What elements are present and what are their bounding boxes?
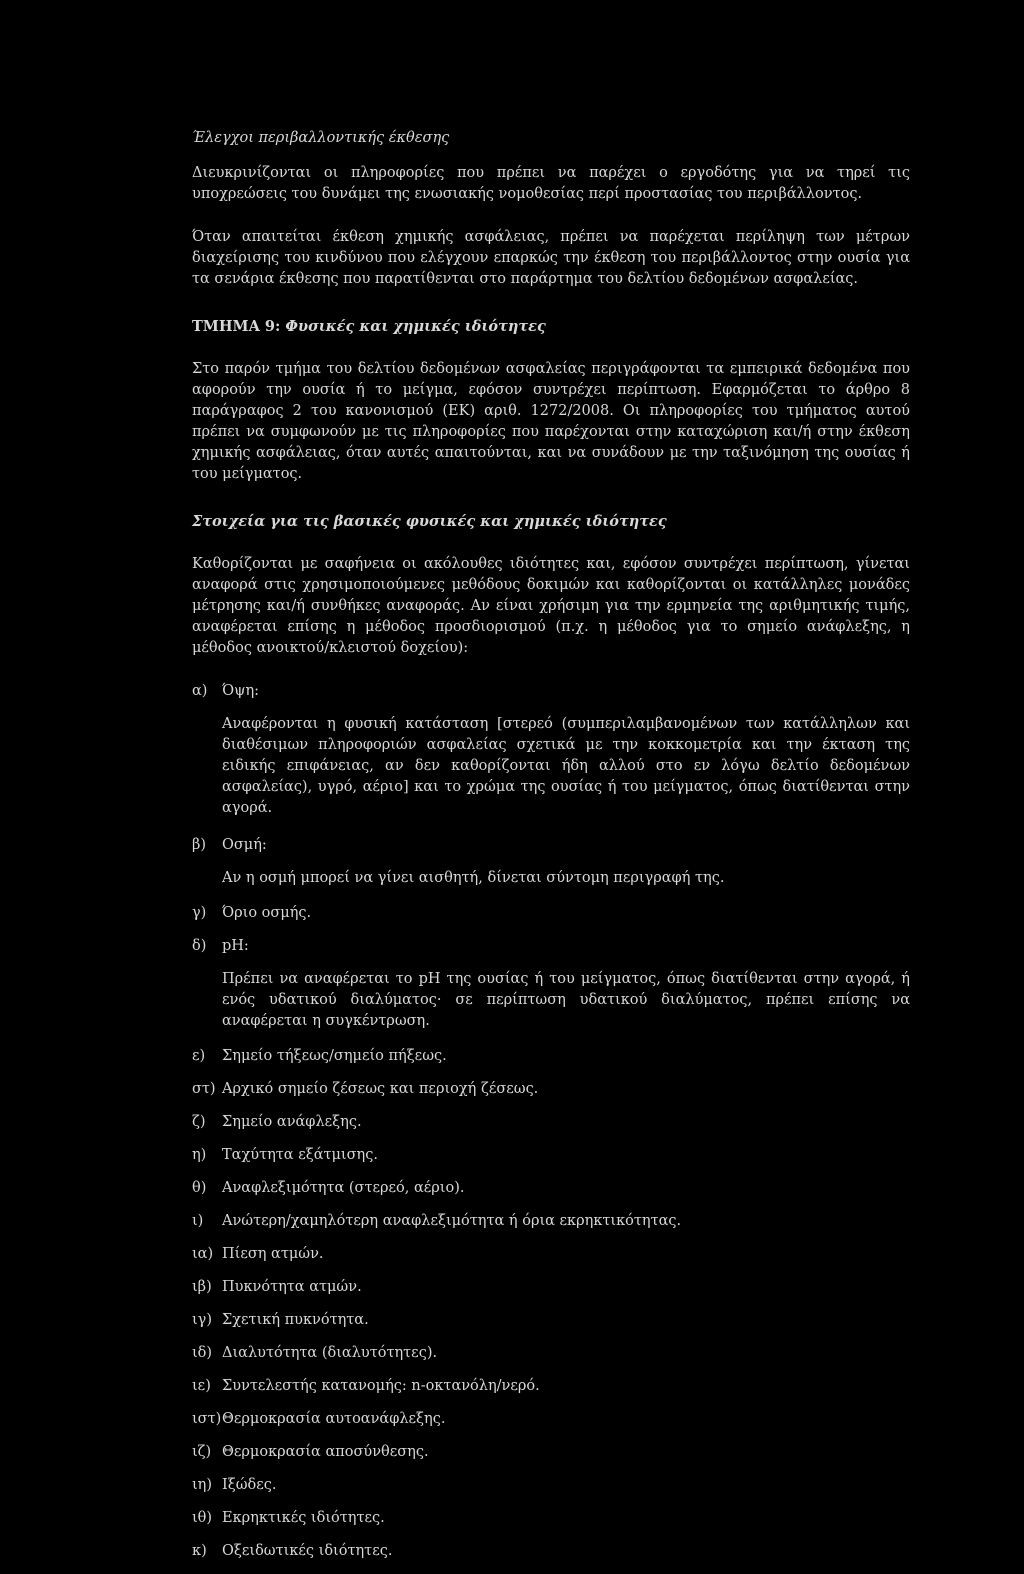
item-label: ια) [192,1246,214,1262]
item-label: ι) [192,1213,204,1229]
list-item [192,936,910,957]
list-item [192,1409,910,1430]
item-text: Όψη: [222,683,260,699]
list-item [192,1277,910,1298]
item-label: ζ) [192,1114,206,1130]
item-text: Σημείο τήξεως/σημείο πήξεως. [222,1048,447,1064]
item-description: Πρέπει να αναφέρεται το pH της ουσίας ή του μείγματος, όπως διατίθενται στην αγορά, ή ενός υδατικού διαλύματος· σε περίπτωση υδατικού διαλύματος, πρέπει επίσης να αναφέρεται η συγκέντρωση. [222,971,910,1029]
list-item [192,1310,910,1331]
item-label: γ) [192,905,207,921]
basic-properties-title: Στοιχεία για τις βασικές φυσικές και χημικές ιδιότητες [192,513,667,530]
item-text: Οσμή: [222,837,267,853]
item-label: θ) [192,1180,207,1196]
list-item [192,1442,910,1463]
list-item [192,835,910,856]
properties-list [192,681,910,1562]
item-text: Πυκνότητα ατμών. [222,1279,362,1295]
env-controls-heading: Έλεγχοι περιβαλλοντικής έκθεσης [192,130,450,146]
list-item [192,1211,910,1232]
item-label: η) [192,1147,207,1163]
item-label: ιθ) [192,1510,213,1526]
item-text: Ιξώδες. [222,1477,277,1493]
item-label: κ) [192,1543,207,1559]
item-text: Θερμοκρασία αυτοανάφλεξης. [222,1411,446,1427]
item-label: ιη) [192,1477,213,1493]
item-text: Σημείο ανάφλεξης. [222,1114,362,1130]
item-label: ιβ) [192,1279,212,1295]
list-item [192,1145,910,1166]
item-label: στ) [192,1081,216,1097]
item-label: α) [192,683,208,699]
env-paragraph-1: Διευκρινίζονται οι πληροφορίες που πρέπει να παρέχει ο εργοδότης για να τηρεί τις υποχρεώσεις του δυνάμει της ενωσιακής νομοθεσίας περί προστασίας του περιβάλλοντος. [192,165,910,202]
item-text: Διαλυτότητα (διαλυτότητες). [222,1345,438,1361]
item-label: β) [192,837,207,853]
item-text: Οξειδωτικές ιδιότητες. [222,1543,393,1559]
section-9-prefix: ΤΜΗΜΑ 9: [192,318,286,335]
item-label: ιγ) [192,1312,213,1328]
list-item [192,903,910,924]
item-text: Συντελεστής κατανομής: n-οκτανόλη/νερό. [222,1378,540,1394]
item-text: Ταχύτητα εξάτμισης. [222,1147,378,1163]
item-text: Θερμοκρασία αποσύνθεσης. [222,1444,429,1460]
section-9-name: Φυσικές και χημικές ιδιότητες [285,318,546,335]
item-text: Ανώτερη/χαμηλότερη αναφλεξιμότητα ή όρια εκρηκτικότητας. [222,1213,682,1229]
item-description: Αν η οσμή μπορεί να γίνει αισθητή, δίνεται σύντομη περιγραφή της. [222,870,725,886]
list-item [192,1046,910,1067]
list-item [192,1178,910,1199]
basic-properties-paragraph: Καθορίζονται με σαφήνεια οι ακόλουθες ιδιότητες και, εφόσον συντρέχει περίπτωση, γίνεται αναφορά στις χρησιμοποιούμενες μεθόδους δοκιμών και καθορίζονται οι κατάλληλες μονάδες μέτρησης και/ή συνθήκες αναφοράς. Αν είναι χρήσιμη για την ερμηνεία της αριθμητικής τιμής, αναφέρεται επίσης η μέθοδος προσδιορισμού (π.χ. η μέθοδος για το σημείο ανάφλεξης, η μέθοδος ανοικτού/κλειστού δοχείου): [192,556,910,656]
list-item [192,1343,910,1364]
env-paragraph-2: Όταν απαιτείται έκθεση χημικής ασφάλειας, πρέπει να παρέχεται περίληψη των μέτρων διαχείρισης του κινδύνου που ελέγχουν επαρκώς την έκθεση του περιβάλλοντος στην ουσία για τα σενάρια έκθεσης που παρατίθενται στο παράρτημα του δελτίου δεδομένων ασφαλείας. [192,229,910,287]
document-page [192,128,910,1574]
section-9-title [192,316,910,337]
list-item [192,1541,910,1562]
list-item [192,1376,910,1397]
item-label: δ) [192,938,207,954]
list-item [192,1475,910,1496]
list-item [192,1244,910,1265]
item-label: ιζ) [192,1444,212,1460]
list-item [192,1508,910,1529]
item-label: ε) [192,1048,206,1064]
list-item [192,1079,910,1100]
item-text: Εκρηκτικές ιδιότητες. [222,1510,385,1526]
list-item [192,1112,910,1133]
item-text: Όριο οσμής. [222,905,312,921]
item-text: Πίεση ατμών. [222,1246,324,1262]
item-description: Αναφέρονται η φυσική κατάσταση [στερεό (συμπεριλαμβανομένων των κατάλληλων και διαθέσιμων πληροφοριών ασφαλείας σχετικά με την κοκκομετρία και την έκταση της ειδικής επιφάνειας, αν δεν καθορίζονται ήδη αλλού στο εν λόγω δελτίο δεδομένων ασφαλείας), υγρό, αέριο] και το χρώμα της ουσίας ή του μείγματος, όπως διατίθενται στην αγορά. [222,716,910,816]
item-label: ιε) [192,1378,211,1394]
item-text: Σχετική πυκνότητα. [222,1312,369,1328]
item-label: ιδ) [192,1345,213,1361]
item-text: pH: [222,938,249,954]
section-9-paragraph: Στο παρόν τμήμα του δελτίου δεδομένων ασφαλείας περιγράφονται τα εμπειρικά δεδομένα που αφορούν την ουσία ή το μείγμα, εφόσον συντρέχει περίπτωση. Εφαρμόζεται το άρθρο 8 παράγραφος 2 του κανονισμού (ΕΚ) αριθ. 1272/2008. Οι πληροφορίες του τμήματος αυτού πρέπει να συμφωνούν με τις πληροφορίες που παρέχονται στην καταχώριση και/ή στην έκθεση χημικής ασφάλειας, όταν αυτές απαιτούνται, και να συνάδουν με την ταξινόμηση της ουσίας ή του μείγματος. [192,361,910,482]
list-item [192,681,910,702]
item-text: Αναφλεξιμότητα (στερεό, αέριο). [222,1180,465,1196]
item-label: ιστ) [192,1411,222,1427]
item-text: Αρχικό σημείο ζέσεως και περιοχή ζέσεως. [222,1081,539,1097]
